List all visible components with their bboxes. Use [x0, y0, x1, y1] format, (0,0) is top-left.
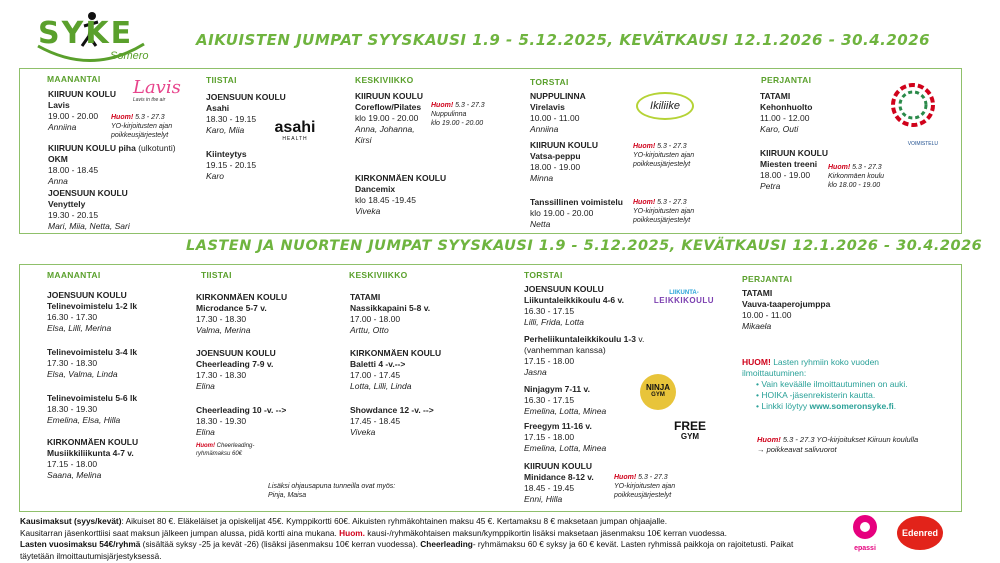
adults-day-tue: TIISTAI: [206, 75, 237, 85]
fees-footer: Kausimaksut (syys/kevät): Aikuiset 80 €. Eläkeläiset ja opiskelijat 45€. Kymppikortti 60€. Aikuisten ryhmäkohtainen maksu 45 €. Kertamaksu 8 € maksetaan jumpan ohjaajalle. Kausitarran jäsenkorttiisi saat maksun jälkeen jumpan alussa, pidä kortti aina mukana. Huom. kausi-/ryhmäkohtaisen maksun/kymppikortin lisäksi maksetaan jäsenmaksu 10€ kerran vuodessa. Lasten vuosimaksu 54€/ryhmä (sisältää syksy -25 ja kevät -26) (lisäksi jäsenmaksu 10€ kerran vuodessa). Cheerleading- ryhmämaksu 60 € syksy ja 60 € kevät. Lasten ryhmissä paikkoja on rajoitetusti. Paikat täytetään ilmoittautumisjärjestyksessä.: [20, 516, 794, 561]
adults-wed-class: KIIRUUN KOULU Coreflow/Pilates klo 19.00 - 20.00 Anna, Johanna, Kirsi: [355, 91, 423, 145]
info-bullet: • HOIKA -jäsenrekisterin kautta.: [756, 390, 876, 400]
kids-mon-class: JOENSUUN KOULU Telinevoimistelu 1-2 lk 16.30 - 17.30 Elsa, Lilli, Merina: [47, 290, 138, 333]
logo-sub: Somero: [110, 50, 149, 62]
adults-thu-class: NUPPULINNA Virelavis 10.00 - 11.00 Anniina: [530, 91, 586, 134]
adults-thu-note: Huom! 5.3 - 27.3 YO-kirjoitusten ajan poikkeusjärjestelyt: [633, 143, 695, 168]
adults-fri-class: KIIRUUN KOULU Miesten treeni 18.00 - 19.00 Petra: [760, 148, 828, 191]
kids-thu-class: Perheliikuntaleikkikoulu 1-3 v. (vanhemman kanssa) 17.15 - 18.00 Jasna: [524, 334, 645, 377]
kids-day-wed: KESKIVIIKKO: [349, 270, 408, 280]
kids-tue-class: JOENSUUN KOULU Cheerleading 7-9 v. 17.30 - 18.30 Elina: [196, 348, 276, 391]
adults-day-mon: MAANANTAI: [47, 74, 101, 84]
free-gym-logo: FREE GYM: [673, 419, 706, 441]
kids-info: HUOM! Lasten ryhmiin koko vuoden ilmoittautuminen: • Vain keväälle ilmoittautuminen on auki. • HOIKA -jäsenrekisterin kautta. • Linkki löytyy www.someronsyke.fi.: [742, 357, 908, 411]
kids-thu-note: Huom! 5.3 - 27.3 YO-kirjoitusten ajan poikkeusjärjestelyt: [614, 474, 676, 499]
syke-logo: [32, 6, 152, 66]
lavis-logo: Lavis Lavis in the air: [133, 77, 181, 103]
website-link[interactable]: www.someronsyke.fi: [809, 401, 894, 411]
kids-thu-class: JOENSUUN KOULU Liikuntaleikkikoulu 4-6 v. 16.30 - 17.15 Lilli, Frida, Lotta: [524, 284, 624, 327]
adults-fri-class: TATAMI Kehonhuolto 11.00 - 12.00 Karo, Outi: [760, 91, 813, 134]
voimistelu-logo: VOIMISTELU: [888, 80, 938, 146]
kids-wed-class: TATAMI Nassikkapaini 5-8 v. 17.00 - 18.00 Arttu, Otto: [350, 292, 431, 335]
adults-tue-class: Kiinteytys 19.15 - 20.15 Karo: [206, 149, 257, 181]
adults-day-thu: TORSTAI: [530, 77, 569, 87]
kids-thu-class: Freegym 11-16 v. 17.15 - 18.00 Emelina, Lotta, Minea: [524, 421, 607, 453]
kids-wed-class: Showdance 12 -v. --> 17.45 - 18.45 Viveka: [350, 405, 434, 437]
kids-mon-class: Telinevoimistelu 3-4 lk 17.30 - 18.30 Elsa, Valma, Linda: [47, 347, 138, 379]
adults-wed-class: KIRKONMÄEN KOULU Dancemix klo 18.45 -19.45 Viveka: [355, 173, 447, 216]
adults-mon-class: KIIRUUN KOULU piha (ulkotunti) OKM 18.00 - 18.45 Anna: [48, 143, 176, 186]
flag-wreath-icon: [888, 80, 938, 130]
kids-thu-class: Ninjagym 7-11 v. 16.30 - 17.15 Emelina, Lotta, Minea: [524, 384, 607, 416]
assistants-note: Lisäksi ohjausapuna tunneilla ovat myös: Pinja, Maisa: [268, 483, 396, 499]
kids-tue-note: Huom! Cheerleading- ryhmämaksu 60€: [196, 443, 255, 457]
edenred-logo: Edenred: [897, 516, 943, 550]
kids-banner: LASTEN JA NUORTEN JUMPAT SYYSKAUSI 1.9 - 5.12.2025, KEVÄTKAUSI 12.1.2026 - 30.4.2026: [186, 238, 983, 254]
kids-tue-class: KIRKONMÄEN KOULU Microdance 5-7 v. 17.30 - 18.30 Valma, Merina: [196, 292, 288, 335]
leikkikoulu-logo: LIIKUNTA- LEIKKIKOULU: [653, 290, 715, 305]
ikiliike-logo: Ikiliike: [636, 92, 694, 120]
kids-day-fri: PERJANTAI: [742, 274, 793, 284]
adults-mon-note: Huom! 5.3 - 27.3 YO-kirjoitusten ajan poikkeusjärjestelyt: [111, 114, 173, 139]
kids-wed-class: KIRKONMÄEN KOULU Baletti 4 -v.--> 17.00 - 17.45 Lotta, Lilli, Linda: [350, 348, 442, 391]
kids-tue-class: Cheerleading 10 -v. --> 18.30 - 19.30 Elina: [196, 405, 287, 437]
adults-banner: AIKUISTEN JUMPAT SYYSKAUSI 1.9 - 5.12.2025, KEVÄTKAUSI 12.1.2026 - 30.4.2026: [196, 31, 931, 49]
adults-day-wed: KESKIVIIKKO: [355, 75, 414, 85]
info-bullet: • Vain keväälle ilmoittautuminen on auki.: [756, 379, 908, 389]
asahi-logo: asahi HEALTH: [274, 119, 316, 142]
info-bullet: • Linkki löytyy www.someronsyke.fi.: [756, 401, 897, 411]
kids-mon-class: Telinevoimistelu 5-6 lk 18.30 - 19.30 Emelina, Elsa, Hilla: [47, 393, 138, 425]
kids-day-thu: TORSTAI: [524, 270, 563, 280]
adults-mon-class: KIIRUUN KOULU Lavis 19.00 - 20.00 Anniina: [48, 89, 116, 132]
adults-fri-note: Huom! 5.3 - 27.3 Kirkonmäen koulu klo 18.00 - 19.00: [828, 164, 885, 189]
ninja-gym-logo: NINJA GYM: [640, 374, 676, 410]
epassi-logo: epassi: [846, 514, 884, 554]
adults-mon-class: JOENSUUN KOULU Venyttely 19.30 - 20.15 Mari, Miia, Netta, Sari: [48, 188, 130, 231]
adults-thu-class: Tanssillinen voimistelu klo 19.00 - 20.00 Netta: [530, 197, 623, 229]
kids-fri-note: Huom! 5.3 - 27.3 YO-kirjoitukset Kiiruun koululla → poikkeavat salivuorot: [757, 435, 919, 454]
adults-wed-note: Huom! 5.3 - 27.3 Nuppulinna klo 19.00 - 20.00: [431, 102, 485, 127]
kids-mon-class: KIRKONMÄEN KOULU Musiikkiliikunta 4-7 v. 17.15 - 18.00 Saana, Melina: [47, 437, 139, 480]
adults-tue-class: JOENSUUN KOULU Asahi 18.30 - 19.15 Karo, Miia: [206, 92, 286, 135]
epassi-icon: [852, 514, 878, 540]
adults-day-fri: PERJANTAI: [761, 75, 812, 85]
kids-thu-class: KIIRUUN KOULU Minidance 8-12 v. 18.45 - 19.45 Enni, Hilla: [524, 461, 594, 504]
adults-thu-class: KIIRUUN KOULU Vatsa-peppu 18.00 - 19.00 Minna: [530, 140, 598, 183]
logo-main: SYKE: [38, 16, 134, 51]
kids-day-tue: TIISTAI: [201, 270, 232, 280]
adults-thu-note: Huom! 5.3 - 27.3 YO-kirjoitusten ajan poikkeusjärjestelyt: [633, 199, 695, 224]
kids-fri-class: TATAMI Vauva-taaperojumppa 10.00 - 11.00 Mikaela: [742, 288, 831, 331]
kids-day-mon: MAANANTAI: [47, 270, 101, 280]
